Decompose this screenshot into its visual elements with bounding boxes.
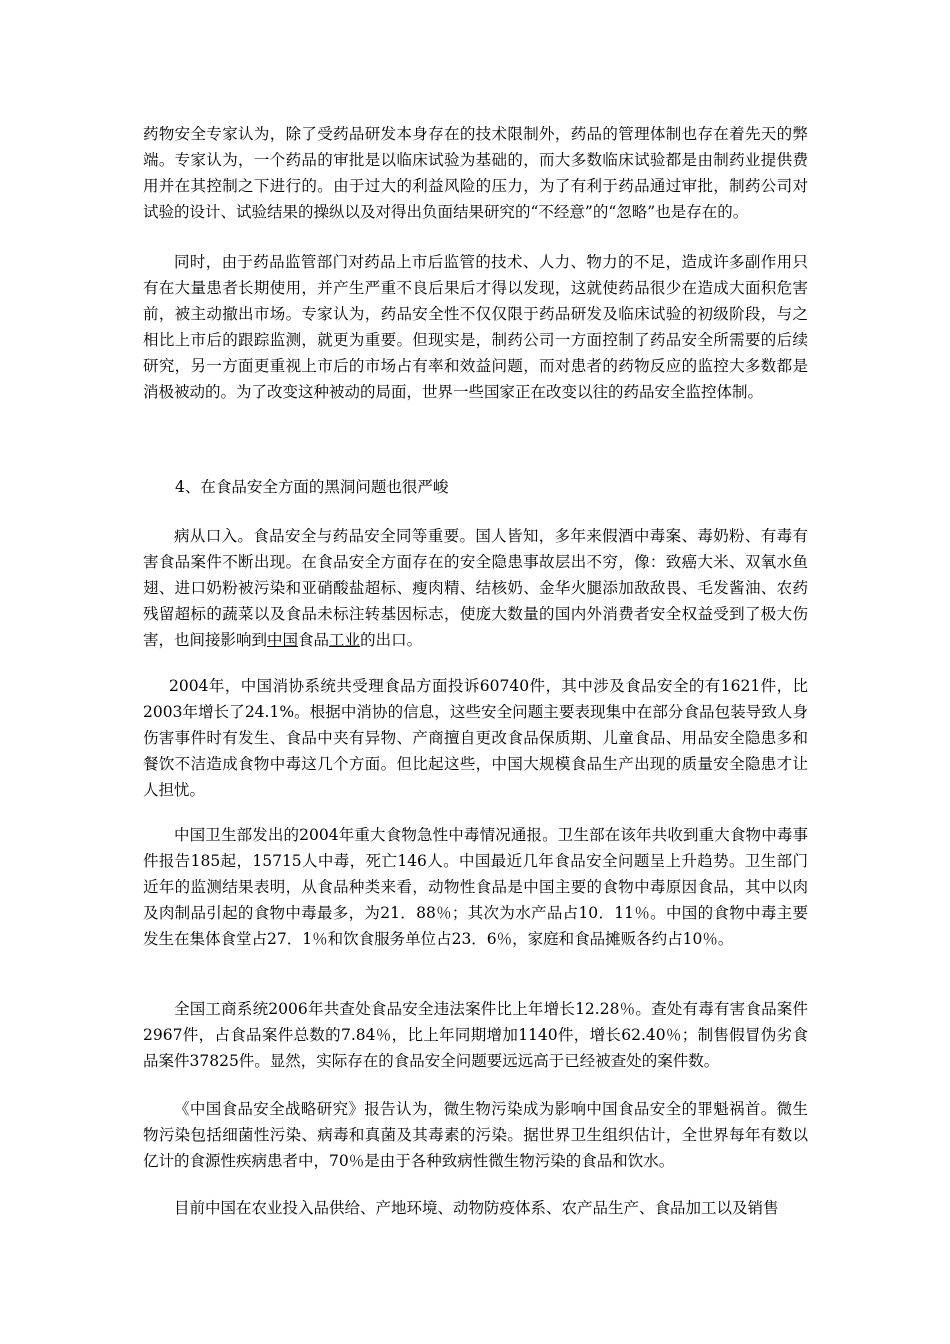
link-industry[interactable]: 工业 xyxy=(329,631,361,649)
link-china[interactable]: 中国 xyxy=(267,631,299,649)
paragraph-food-safety-end: 的出口。 xyxy=(360,631,423,649)
paragraph-microbial-contamination: 《中国食品安全战略研究》报告认为，微生物污染成为影响中国食品安全的罪魁祸首。微生物污染包括细菌性污染、病毒和真菌及其毒素的污染。据世界卫生组织估计，全世界每年有数以亿计的食源性疾病患者中，70％是由于各种致病性微生物污染的食品和饮水。 xyxy=(143,1100,808,1170)
paragraph-drug-safety-experts: 药物安全专家认为，除了受药品研发本身存在的技术限制外，药品的管理体制也存在着先天的弊端。专家认为，一个药品的审批是以临床试验为基础的，而大多数临床试验都是由制药业提供费用并在其控制之下进行的。由于过大的利益风险的压力，为了有利于药品通过审批，制药公司对试验的设计、试验结果的操纵以及对得出负面结果研究的“不经意”的“忽略”也是存在的。 xyxy=(143,125,808,221)
paragraph-food-poisoning-report: 中国卫生部发出的2004年重大食物急性中毒情况通报。卫生部在该年共收到重大食物中毒事件报告185起，15715人中毒，死亡146人。中国最近几年食品安全问题呈上升趋势。卫生部门近年的监测结果表明，从食品种类来看，动物性食品是中国主要的食物中毒原因食品，其中以肉及肉制品引起的食物中毒最多，为21．88％；其次为水产品占10．11％。中国的食物中毒主要发生在集体食堂占27．1％和饮食服务单位占23．6％，家庭和食品摊贩各约占10％。 xyxy=(143,826,808,948)
paragraph-commerce-enforcement-2006: 全国工商系统2006年共查处食品安全违法案件比上年增长12.28％。查处有毒有害食品案件2967件，占食品案件总数的7.84％，比上年同期增加1140件，增长62.40％；制售假冒伪劣食品案件37825件。显然，实际存在的食品安全问题要远远高于已经被查处的案件数。 xyxy=(143,1000,808,1070)
section-heading-food-safety: 4、在食品安全方面的黑洞问题也很严峻 xyxy=(175,478,449,496)
paragraph-current-situation: 目前中国在农业投入品供给、产地环境、动物防疫体系、农产品生产、食品加工以及销售 xyxy=(174,1199,779,1217)
paragraph-food-word: 食品 xyxy=(298,631,330,649)
paragraph-food-safety-text: 病从口入。食品安全与药品安全同等重要。国人皆知，多年来假酒中毒案、毒奶粉、有毒有害食品案件不断出现。在食品安全方面存在的安全隐患事故层出不穷，像：致癌大米、双氧水鱼翅、进口奶粉被污染和亚硝酸盐超标、瘦肉精、结核奶、金华火腿添加敌敌畏、毛发酱油、农药残留超标的蔬菜以及食品未标注转基因标志，使庞大数量的国内外消费者安全权益受到了极大伤害，也间接影响到 xyxy=(143,527,808,649)
paragraph-consumer-complaints-2004: 2004年，中国消协系统共受理食品方面投诉60740件，其中涉及食品安全的有1621件，比2003年增长了24.1%。根据中消协的信息，这些安全问题主要表现集中在部分食品包装导致人身伤害事件时有发生、食品中夹有异物、产商擅自更改食品保质期、儿童食品、用品安全隐患多和餐饮不洁造成食物中毒这几个方面。但比起这些，中国大规模食品生产出现的质量安全隐患才让人担忧。 xyxy=(143,677,808,799)
paragraph-food-safety-intro xyxy=(143,523,808,653)
paragraph-regulatory-shortfall: 同时，由于药品监管部门对药品上市后监管的技术、人力、物力的不足，造成许多副作用只有在大量患者长期使用，并产生严重不良后果后才得以发现，这就使药品很少在造成大面积危害前，被主动撤出市场。专家认为，药品安全性不仅仅限于药品研发及临床试验的初级阶段，与之相比上市后的跟踪监测，就更为重要。但现实是，制药公司一方面控制了药品安全所需要的后续研究，另一方面更重视上市后的市场占有率和效益问题，而对患者的药物反应的监控大多数都是消极被动的。为了改变这种被动的局面，世界一些国家正在改变以往的药品安全监控体制。 xyxy=(143,253,808,401)
